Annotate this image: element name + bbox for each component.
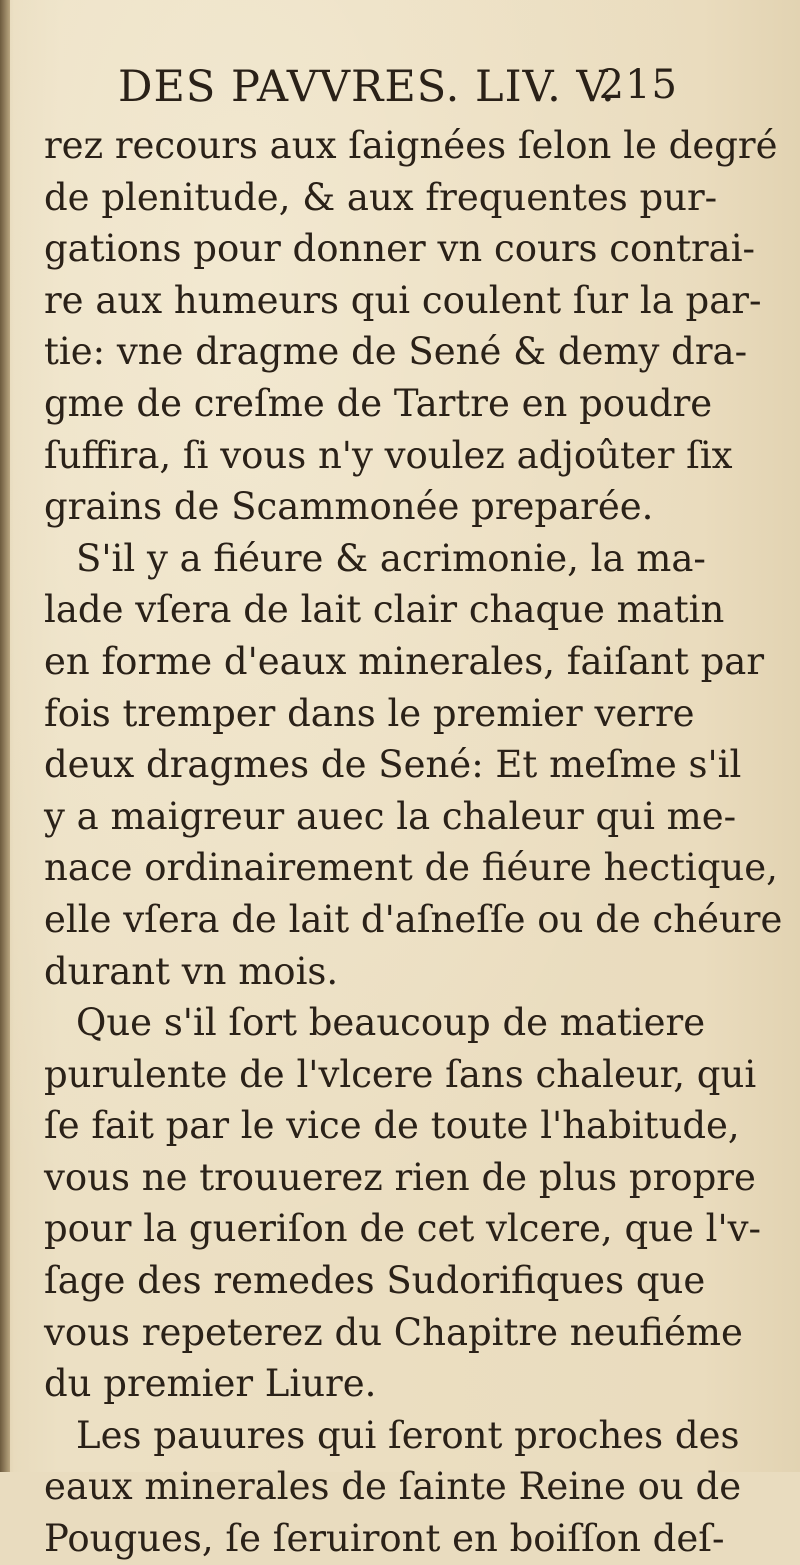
text-line: de plenitude, & aux frequentes pur- — [44, 175, 718, 219]
text-line: eaux minerales de ſainte Reine ou de — [44, 1465, 742, 1509]
text-line: pour la gueriſon de cet vlcere, que l'v- — [44, 1207, 762, 1251]
text-line: elle vſera de lait d'aſneſſe ou de chéure — [44, 897, 783, 941]
text-line: tie: vne dragme de Sené & demy dra- — [44, 330, 748, 374]
text-line: grains de Scammonée preparée. — [44, 485, 654, 529]
text-line: deux dragmes de Sené: Et meſme s'il — [44, 743, 742, 787]
text-line: rez recours aux ſaignées ſelon le degré — [44, 124, 778, 167]
running-head-title: DES PAVVRES. LIV. V. — [118, 62, 616, 112]
running-head — [118, 62, 678, 122]
text-line: S'il y a fiéure & acrimonie, la ma- — [76, 536, 706, 580]
body-text — [44, 120, 783, 1565]
text-line: fois tremper dans le premier verre — [44, 691, 695, 735]
page-gutter — [0, 0, 10, 1472]
page-number: 215 — [598, 62, 678, 108]
text-line: gme de creſme de Tartre en poudre — [44, 381, 713, 425]
text-line: nace ordinairement de fiéure hectique, — [44, 846, 778, 890]
text-line: vous ne trouuerez rien de plus propre — [44, 1155, 756, 1199]
text-line: durant vn mois. — [44, 949, 339, 993]
text-line: purulente de l'vlcere ſans chaleur, qui — [44, 1052, 757, 1096]
text-line: en forme d'eaux minerales, faiſant par — [44, 639, 765, 683]
text-line: Les pauures qui ſeront proches des — [76, 1413, 740, 1457]
text-line: Pougues, ſe ſeruiront en boiſſon deſ- — [44, 1517, 725, 1561]
text-line: ſage des remedes Sudorifiques que — [44, 1259, 706, 1303]
text-line: lade vſera de lait clair chaque matin — [44, 588, 725, 632]
text-line: re aux humeurs qui coulent ſur la par- — [44, 278, 762, 322]
text-line: gations pour donner vn cours contrai- — [44, 227, 756, 271]
text-line: Que s'il ſort beaucoup de matiere — [76, 1001, 706, 1045]
text-line: ſuffira, ſi vous n'y voulez adjoûter ſix — [44, 433, 733, 477]
text-line: du premier Liure. — [44, 1362, 377, 1406]
text-line: ſe fait par le vice de toute l'habitude, — [44, 1104, 740, 1148]
text-line: vous repeterez du Chapitre neufiéme — [44, 1310, 743, 1354]
text-line: y a maigreur auec la chaleur qui me- — [44, 794, 737, 838]
